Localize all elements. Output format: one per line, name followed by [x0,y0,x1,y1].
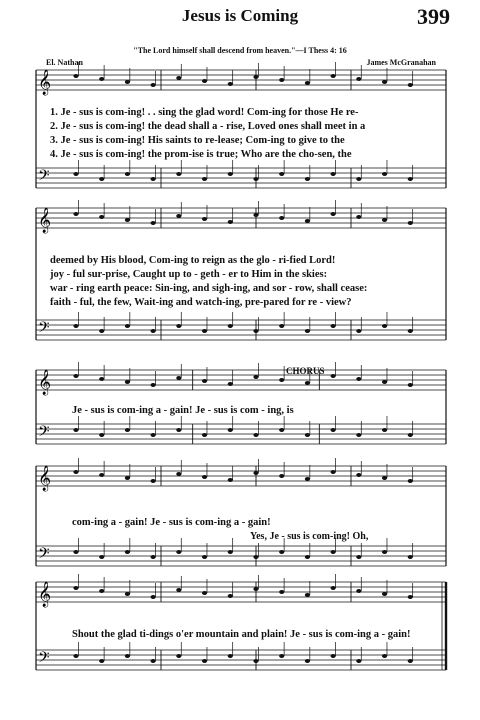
verse-1-line-2: deemed by His blood, Com-ing to reign as the glo - ri-fied Lord! [50,255,336,266]
svg-text:𝄢: 𝄢 [38,545,50,566]
svg-text:𝄢: 𝄢 [38,167,50,188]
verse-3-line-1: 3. Je - sus is com-ing! His saints to re-lease; Com-ing to give to the [50,135,345,146]
verse-2-line-2: joy - ful sur-prise, Caught up to - geth - er to Him in the skies: [50,269,328,280]
chorus-label: CHORUS [286,366,325,376]
lyricist-credit: El. Nathan [46,58,83,67]
verse-2-line-1: 2. Je - sus is com-ing! the dead shall a - rise, Loved ones shall meet in a [50,121,366,132]
chorus-alto-line: Yes, Je - sus is com-ing! Oh, [250,531,369,542]
svg-text:𝄞: 𝄞 [38,370,52,395]
svg-text:𝄞: 𝄞 [38,70,52,95]
svg-text:𝄞: 𝄞 [38,466,52,491]
svg-text:𝄢: 𝄢 [38,649,50,670]
chorus-line-3: Shout the glad ti-dings o'er mountain and plain! Je - sus is com-ing a - gain! [72,629,411,640]
composer-credit: James McGranahan [366,58,436,67]
verse-1-line-1: 1. Je - sus is com-ing! . . sing the glad word! Com-ing for those He re- [50,107,359,118]
hymn-title: Jesus is Coming [181,6,299,25]
chorus-line-2: com-ing a - gain! Je - sus is com-ing a - gain! [72,517,271,528]
hymn-number: 399 [417,4,450,29]
verse-4-line-1: 4. Je - sus is com-ing! the prom-ise is true; Who are the cho-sen, the [50,149,352,160]
chorus-line-1: Je - sus is com-ing a - gain! Je - sus is com - ing, is [72,405,294,416]
verse-4-line-2: faith - ful, the few, Wait-ing and watch-ing, pre-pared for re - view? [50,297,352,308]
svg-text:𝄢: 𝄢 [38,319,50,340]
svg-text:𝄞: 𝄞 [38,582,52,607]
verse-3-line-2: war - ring earth peace: Sin-ing, and sigh-ing, and sor - row, shall cease: [50,283,368,294]
svg-text:𝄢: 𝄢 [38,423,50,444]
scripture-reference: "The Lord himself shall descend from heaven."—I Thess 4: 16 [133,46,347,55]
svg-text:𝄞: 𝄞 [38,208,52,233]
